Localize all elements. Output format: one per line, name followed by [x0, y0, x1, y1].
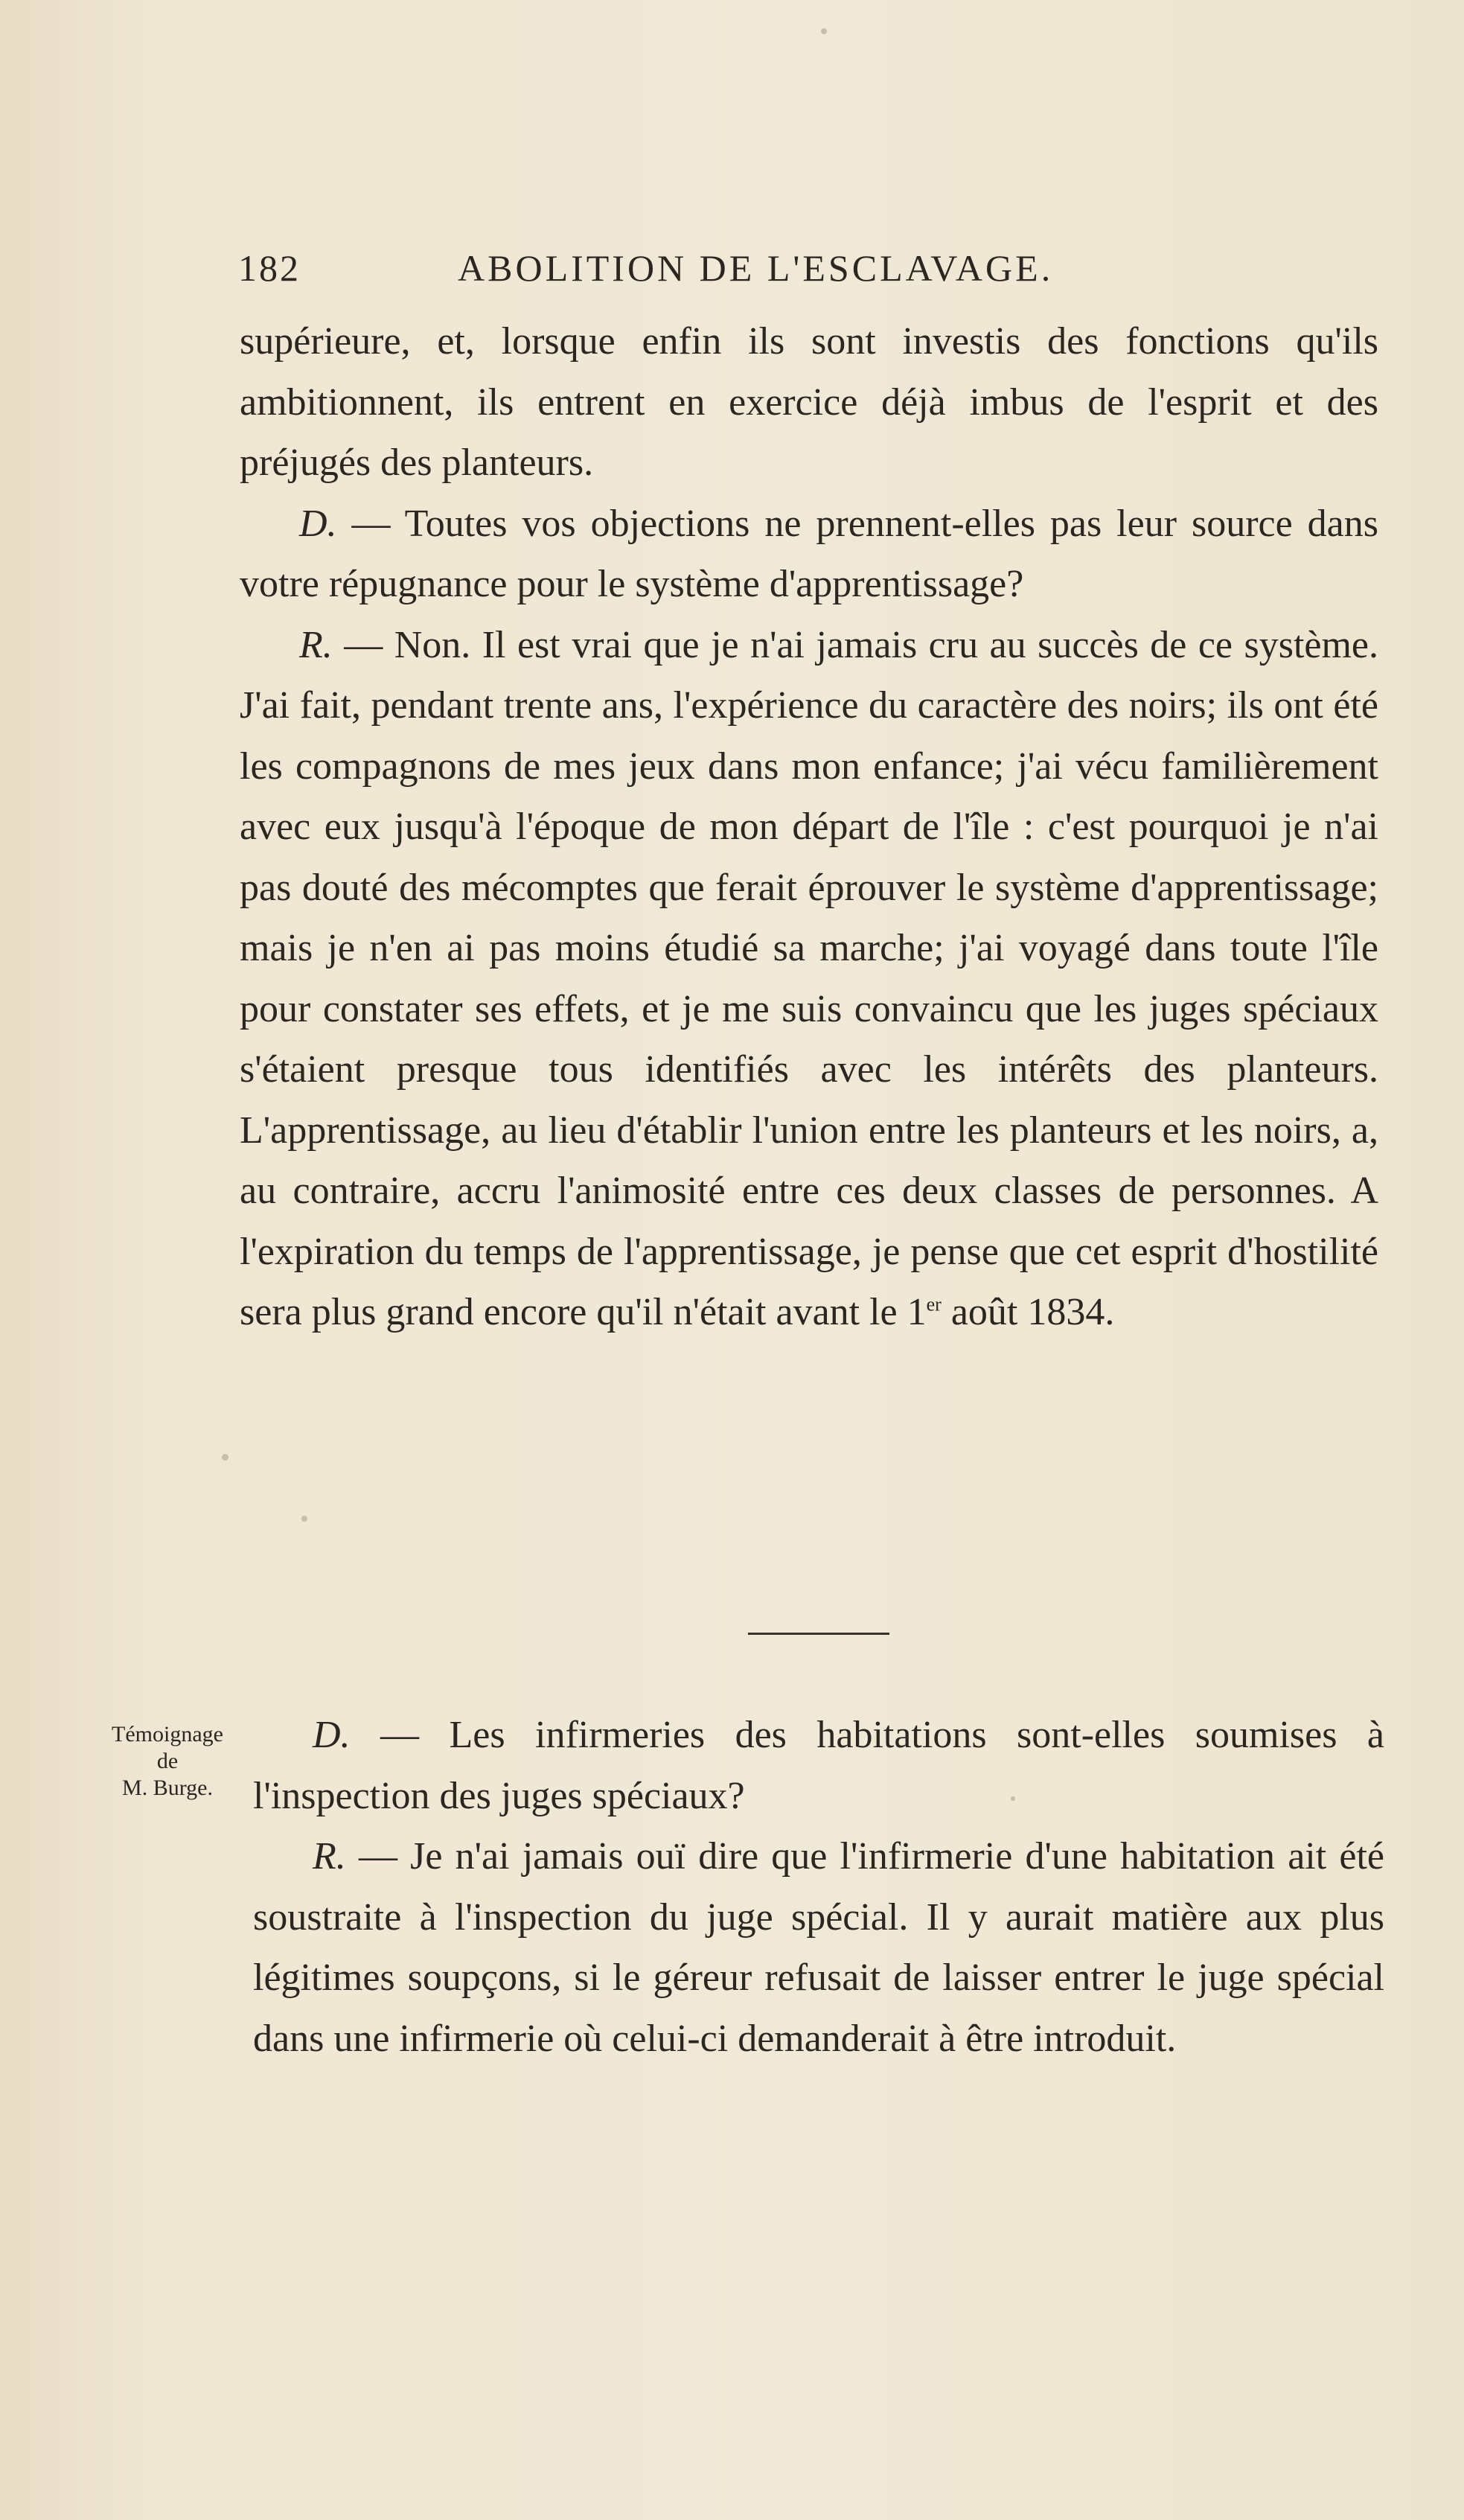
page-header — [238, 242, 1310, 294]
margin-note-line: de — [156, 1749, 179, 1773]
paragraph-continuation: supérieure, et, lorsque enfin ils sont investis des fonctions qu'ils ambitionnent, ils entrent en exercice déjà imbus de l'esprit et des préjugés des planteurs. — [240, 320, 1378, 484]
margin-note-line: Témoignage — [112, 1722, 223, 1747]
answer-text: — Je n'ai jamais ouï dire que l'infirmerie d'une habitation ait été soustraite à l'inspection du juge spécial. Il y aurait matière aux plus légitimes soupçons, si le géreur refusait de laisser entrer le juge spécial dans une infirmerie où celui-ci demanderait à être introduit. — [253, 1835, 1384, 2060]
running-title: ABOLITION DE L'ESCLAVAGE. — [458, 247, 1054, 289]
text-block-lower — [253, 1705, 1384, 2069]
paragraph-question — [253, 1705, 1384, 1826]
paper-spot — [821, 28, 827, 34]
text-block-upper — [240, 311, 1378, 1343]
margin-note — [93, 1721, 242, 1802]
answer-text: — Non. Il est vrai que je n'ai jamais cru au succès de ce système. J'ai fait, pendant trente ans, l'expérience du caractère des noirs; ils ont été les compagnons de mes jeux dans mon enfance; j'ai vécu familièrement avec eux jusqu'à l'époque de mon départ de l'île : c'est pourquoi je n'ai pas douté des mécomptes que ferait éprouver le système d'apprentissage; mais je n'en ai pas moins étudié sa marche; j'ai voyagé dans toute l'île pour constater ses effets, et je me suis convaincu que les juges spéciaux s'étaient presque tous identifiés avec les intérêts des planteurs. L'apprentissage, au lieu d'établir l'union entre les planteurs et les noirs, a, au contraire, accru l'animosité entre ces deux classes de personnes. A l'expiration du temps de l'apprentissage, je pense que cet esprit d'hostilité sera plus grand encore qu'il n'était avant le 1 — [240, 623, 1378, 1333]
ordinal-superscript: er — [926, 1293, 942, 1315]
speaker-label: R. — [313, 1835, 346, 1878]
paper-spot — [222, 1454, 228, 1461]
paragraph-question — [240, 494, 1378, 615]
question-text: — Toutes vos objections ne prennent-elles pas leur source dans votre répugnance pour le système d'apprentissage? — [240, 502, 1378, 605]
paper-spot — [1011, 1796, 1015, 1801]
speaker-label: D. — [299, 502, 337, 545]
paper-spot — [301, 1516, 307, 1522]
paragraph-answer — [240, 615, 1378, 1343]
question-text: — Les infirmeries des habitations sont-elles soumises à l'inspection des juges spéciaux? — [253, 1714, 1384, 1817]
answer-text-end: août 1834. — [941, 1291, 1115, 1333]
page-number: 182 — [238, 247, 301, 289]
paragraph-answer — [253, 1826, 1384, 2069]
speaker-label: D. — [313, 1714, 351, 1756]
margin-note-line: M. Burge. — [122, 1776, 213, 1800]
speaker-label: R. — [299, 623, 333, 666]
section-divider — [748, 1633, 889, 1635]
